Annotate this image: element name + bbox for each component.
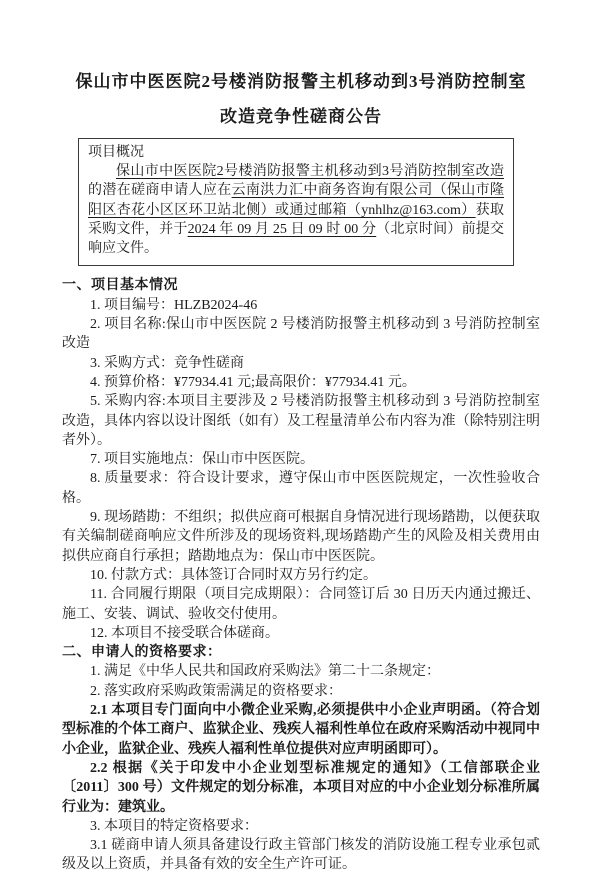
document-body [62,276,540,874]
item-budget-price: 4. 预算价格：¥77934.41 元;最高限价：¥77934.41 元。 [90,374,416,390]
item-fire-qualification: 3.1 磋商申请人须具备建设行政主管部门核发的消防设施工程专业承包贰级及以上资质，并具备有效的安全生产许可证。 [62,838,540,873]
overview-agency-and-email: 云南洪力汇中商务咨询有限公司（保山市隆阳区杏花小区区环卫站北侧）或通过邮箱（ynhlhz@163.com） [88,183,505,218]
item-specific-qualification: 3. 本项目的特定资格要求： [90,818,258,834]
item-procurement-method: 3. 采购方式：竞争性磋商 [90,355,244,371]
item-law-article22: 1. 满足《中华人民共和国政府采购法》第二十二条规定： [90,664,440,680]
overview-project-name: 保山市中医医院2号楼消防报警主机移动到3号消防控制室改造 [116,164,504,179]
section1-heading: 一、项目基本情况 [62,278,178,294]
overview-label: 项目概况 [88,145,144,160]
project-overview-box [78,138,514,266]
overview-mid1: 的潜在磋商申请人应在 [88,183,232,199]
overview-mid2: 获取采购文件，并于 [88,202,504,237]
item-quality-requirement: 8. 质量要求：符合设计要求，遵守保山市中医医院规定，一次性验收合格。 [62,471,540,506]
document-title [62,72,540,127]
item-implementation-site: 7. 项目实施地点：保山市中医医院。 [90,452,314,468]
item-sme-classification: 2.2 根据《关于印发中小企业划型标准规定的通知》（工信部联企业〔2011〕300 号）文件规定的划分标准，本项目对应的中小企业划分标准所属行业为：建筑业。 [62,760,540,815]
item-payment-method: 10. 付款方式：具体签订合同时双方另行约定。 [90,567,377,583]
item-no-consortium: 12. 本项目不接受联合体磋商。 [90,625,279,641]
item-project-name: 2. 项目名称:保山市中医医院 2 号楼消防报警主机移动到 3 号消防控制室改造 [62,317,540,352]
overview-deadline: 2024 年 09 月 25 日 09 时 00 分 [187,221,377,237]
title-line-2: 改造竞争性磋商公告 [220,107,382,126]
item-project-number: 1. 项目编号：HLZB2024-46 [90,297,258,313]
section2-heading: 二、申请人的资格要求： [62,645,222,661]
overview-paragraph [88,162,504,258]
item-site-survey: 9. 现场踏勘：不组织；拟供应商可根据自身情况进行现场踏勘，以便获取有关编制磋商响应文件所涉及的现场资料,现场踏勘产生的风险及相关费用由拟供应商自行承担；踏勘地点为：保山市中医医院。 [62,510,540,564]
item-policy-requirements: 2. 落实政府采购政策需满足的资格要求： [90,683,342,699]
item-procurement-content: 5. 采购内容:本项目主要涉及 2 号楼消防报警主机移动到 3 号消防控制室改造，具体内容以设计图纸（如有）及工程量清单公布内容为准（除特别注明者外）。 [62,394,540,448]
title-line-1: 保山市中医医院2号楼消防报警主机移动到3号消防控制室 [75,72,527,91]
overview-tail: （北京时间）前提交响应文件。 [88,221,505,257]
item-sme-declaration: 2.1 本项目专门面向中小微企业采购,必须提供中小企业声明函。（符合划型标准的个体工商户、监狱企业、残疾人福利性单位在政府采购活动中视同中小企业，监狱企业、残疾人福利性单位提供对应声明函即可）。 [62,703,540,757]
item-contract-period: 11. 合同履行期限（项目完成期限）：合同签订后 30 日历天内通过搬迁、施工、安装、调试、验收交付使用。 [62,587,540,622]
